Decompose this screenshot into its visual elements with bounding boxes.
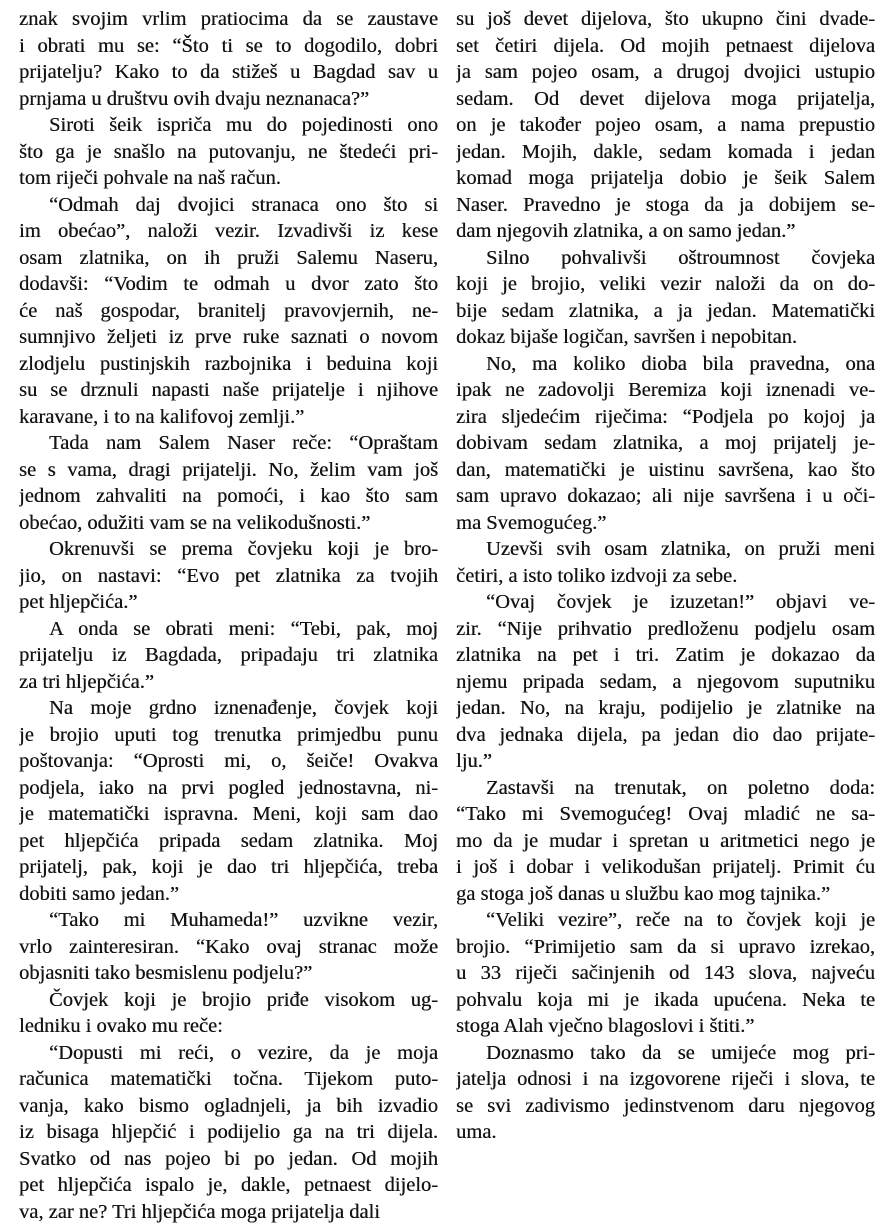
text-line: znak svojim vrlim pratiocima da se zaustave xyxy=(19,8,438,30)
text-line: su se drznuli napasti naše prijatelje i njihove xyxy=(19,379,438,401)
paragraph xyxy=(456,6,875,245)
text-line: Svatko od nas pojeo bi po jedan. Od mojih xyxy=(19,1147,438,1170)
text-line: “Tako mi Muhameda!” uzvikne vezir, xyxy=(49,909,438,931)
text-line: sedam. Od devet dijelova moga prijatelja, xyxy=(456,87,875,110)
text-line: “Dopusti mi reći, o vezire, da je moja xyxy=(49,1041,438,1064)
text-line: bije sedam zlatnika, a ja jedan. Matematički xyxy=(456,299,875,322)
text-line: vanja, kako bismo ogladnjeli, ja bih izvadio xyxy=(19,1094,438,1117)
text-line: su još devet dijelova, što ukupno čini dvade- xyxy=(456,8,875,30)
text-line: četiri, a isto toliko izdvoji za sebe. xyxy=(456,564,738,587)
text-line: on je također pojeo osam, a nama prepustio xyxy=(456,114,875,136)
paragraph xyxy=(19,430,438,536)
text-line: karavane, i to na kalifovoj zemlji.” xyxy=(19,405,305,428)
text-line: Zastavši na trenutak, on poletno doda: xyxy=(486,776,875,799)
text-line: dan, matematički je uistinu savršena, kao što xyxy=(456,458,875,481)
text-column-right xyxy=(456,6,875,1225)
text-line: prnjama u društvu ovih dvaju neznanaca?” xyxy=(19,87,370,110)
text-line: No, ma koliko dioba bila pravedna, ona xyxy=(486,352,875,375)
text-line: je matematički ispravna. Meni, koji sam dao xyxy=(19,803,438,825)
paragraph xyxy=(456,351,875,537)
text-line: podjela, iako na prvi pogled jednostavna, ni- xyxy=(19,776,438,799)
text-line: pet hljepčića pripada sedam zlatnika. Moj xyxy=(19,829,438,852)
paragraph xyxy=(456,245,875,351)
paragraph xyxy=(19,536,438,616)
text-line: objasniti tako besmislenu podjelu?” xyxy=(19,962,313,984)
text-line: dva jednaka dijela, pa jedan dio dao prijate- xyxy=(456,723,875,746)
text-line: ledniku i ovako mu reče: xyxy=(19,1015,223,1037)
text-line: prijatelj, pak, koji je dao tri hljepčića, treba xyxy=(19,856,438,878)
text-line: računica matematički točna. Tijekom puto- xyxy=(19,1068,438,1090)
text-line: prijatelju? Kako to da stižeš u Bagdad sav u xyxy=(19,61,438,83)
text-line: brojio. “Primijetio sam da si upravo izrekao, xyxy=(456,935,875,958)
text-line: i još i dobar i velikodušan prijatelj. Primit ću xyxy=(456,856,875,878)
text-line: ma Svemogućeg.” xyxy=(456,511,607,534)
text-line: Siroti šeik ispriča mu do pojedinosti ono xyxy=(49,114,438,136)
text-line: lju.” xyxy=(456,750,492,772)
text-line: zlatnika na pet i tri. Zatim je dokazao da xyxy=(456,644,875,666)
text-line: dobiti samo jedan.” xyxy=(19,882,179,905)
text-line: Okrenuvši se prema čovjeku koji je bro- xyxy=(49,538,438,560)
text-line: komad moga prijatelja dobio je šeik Salem xyxy=(456,167,875,189)
text-line: set četiri dijela. Od mojih petnaest dijelova xyxy=(456,34,875,57)
text-line: ipak ne zadovolji Beremiza koji iznenadi ve- xyxy=(456,379,875,401)
text-line: vrlo zainteresiran. “Kako ovaj stranac može xyxy=(19,935,438,958)
text-line: zlodjelu pustinjskih razbojnika i beduina koji xyxy=(19,352,438,375)
text-line: koji je brojio, veliki vezir naloži da on do- xyxy=(456,273,875,295)
text-line: prijatelju iz Bagdada, pripadaju tri zlatnika xyxy=(19,644,438,666)
text-line: dobivam sedam zlatnika, a moj prijatelj je- xyxy=(456,432,875,454)
text-line: Uzevši svih osam zlatnika, on pruži meni xyxy=(486,538,875,560)
text-line: uma. xyxy=(456,1121,497,1143)
text-line: im obećao”, naloži vezir. Izvadivši iz kese xyxy=(19,220,438,242)
text-line: se svi zadivismo jedinstvenom daru njegovog xyxy=(456,1094,875,1117)
paragraph xyxy=(19,6,438,112)
text-line: jedan. Mojih, dakle, sedam komada i jedan xyxy=(456,140,875,163)
text-line: sumnjivo željeti iz prve ruke saznati o novom xyxy=(19,326,438,348)
text-line: pohvalu koja mi je ikada upućena. Neka te xyxy=(456,988,875,1011)
text-line: osam zlatnika, on ih pruži Salemu Naseru, xyxy=(19,246,438,269)
text-line: iz bisaga hljepčić i podijelio ga na tri dijela. xyxy=(19,1121,438,1143)
text-line: što ga je snašlo na putovanju, ne štedeći pri- xyxy=(19,140,438,163)
text-line: je brojio uputi tog trenutka primjedbu punu xyxy=(19,723,438,746)
text-line: će naš gospodar, branitelj pravovjernih, ne- xyxy=(19,299,438,322)
text-line: “Ovaj čovjek je izuzetan!” objavi ve- xyxy=(486,591,875,613)
text-line: dodavši: “Vodim te odmah u dvor zato što xyxy=(19,273,438,295)
text-line: zira sljedećim riječima: “Podjela po kojoj ja xyxy=(456,405,875,428)
text-line: se s vama, dragi prijatelji. No, želim vam još xyxy=(19,458,438,481)
text-line: mo da je mudar i spretan u aritmetici nego je xyxy=(456,829,875,852)
text-line: A onda se obrati meni: “Tebi, pak, moj xyxy=(49,617,438,640)
paragraph xyxy=(456,775,875,908)
text-line: Silno pohvalivši oštroumnost čovjeka xyxy=(486,246,875,269)
paragraph xyxy=(456,1040,875,1146)
text-line: Doznasmo tako da se umijeće mog pri- xyxy=(486,1041,875,1064)
text-line: ga stoga još danas u službu kao mog tajnika.” xyxy=(456,882,831,905)
text-line: Naser. Pravedno je stoga da ja dobijem se- xyxy=(456,193,875,216)
text-line: jatelja odnosi i na izgovorene riječi i slova, te xyxy=(456,1068,875,1090)
text-line: va, zar ne? Tri hljepčića moga prijatelja dali xyxy=(19,1200,380,1223)
text-line: jednom zahvaliti na pomoći, i kao što sam xyxy=(19,485,438,507)
paragraph xyxy=(456,536,875,589)
paragraph xyxy=(19,192,438,431)
text-line: njemu pripada sedam, a njegovom suputniku xyxy=(456,670,875,693)
paragraph xyxy=(19,616,438,696)
text-line: Na moje grdno iznenađenje, čovjek koji xyxy=(49,697,438,719)
paragraph xyxy=(19,695,438,907)
text-line: “Odmah daj dvojici stranaca ono što si xyxy=(49,193,438,216)
paragraph xyxy=(456,907,875,1040)
text-line: stoga Alah vječno blagoslovi i štiti.” xyxy=(456,1015,755,1037)
text-line: pet hljepčića ispalo je, dakle, petnaest dijelo- xyxy=(19,1174,438,1196)
text-line: Tada nam Salem Naser reče: “Opraštam xyxy=(49,432,438,454)
paragraph xyxy=(456,589,875,775)
text-line: ja sam pojeo osam, a drugoj dvojici ustupio xyxy=(456,61,875,83)
text-line: za tri hljepčića.” xyxy=(19,670,154,693)
text-line: jedan. No, na kraju, podijelio je zlatnike na xyxy=(456,697,875,719)
text-line: i obrati mu se: “Što ti se to dogodilo, dobri xyxy=(19,34,438,57)
text-line: pet hljepčića.” xyxy=(19,591,138,613)
text-line: zir. “Nije prihvatio predloženu podjelu osam xyxy=(456,617,875,640)
text-line: u 33 riječi sačinjenih od 143 slova, najveću xyxy=(456,962,875,984)
paragraph xyxy=(19,112,438,192)
paragraph xyxy=(19,907,438,987)
text-line: obećao, odužiti vam se na velikodušnosti.” xyxy=(19,511,371,534)
text-line: poštovanja: “Oprosti mi, o, šeiče! Ovakva xyxy=(19,750,438,772)
text-line: sam upravo dokazao; ali nije savršena i u oči- xyxy=(456,485,875,507)
text-line: “Tako mi Svemogućeg! Ovaj mladić ne sa- xyxy=(456,803,875,825)
text-line: tom riječi pohvale na naš račun. xyxy=(19,167,281,189)
text-line: “Veliki vezire”, reče na to čovjek koji je xyxy=(486,909,875,931)
text-column-left xyxy=(19,6,438,1225)
paragraph xyxy=(19,1040,438,1225)
text-line: Čovjek koji je brojio priđe visokom ug- xyxy=(49,988,438,1011)
paragraph xyxy=(19,987,438,1040)
text-line: jio, on nastavi: “Evo pet zlatnika za tvojih xyxy=(19,564,438,587)
text-line: dam njegovih zlatnika, a on samo jedan.” xyxy=(456,220,796,242)
text-line: dokaz bijaše logičan, savršen i nepobitan. xyxy=(456,326,797,348)
